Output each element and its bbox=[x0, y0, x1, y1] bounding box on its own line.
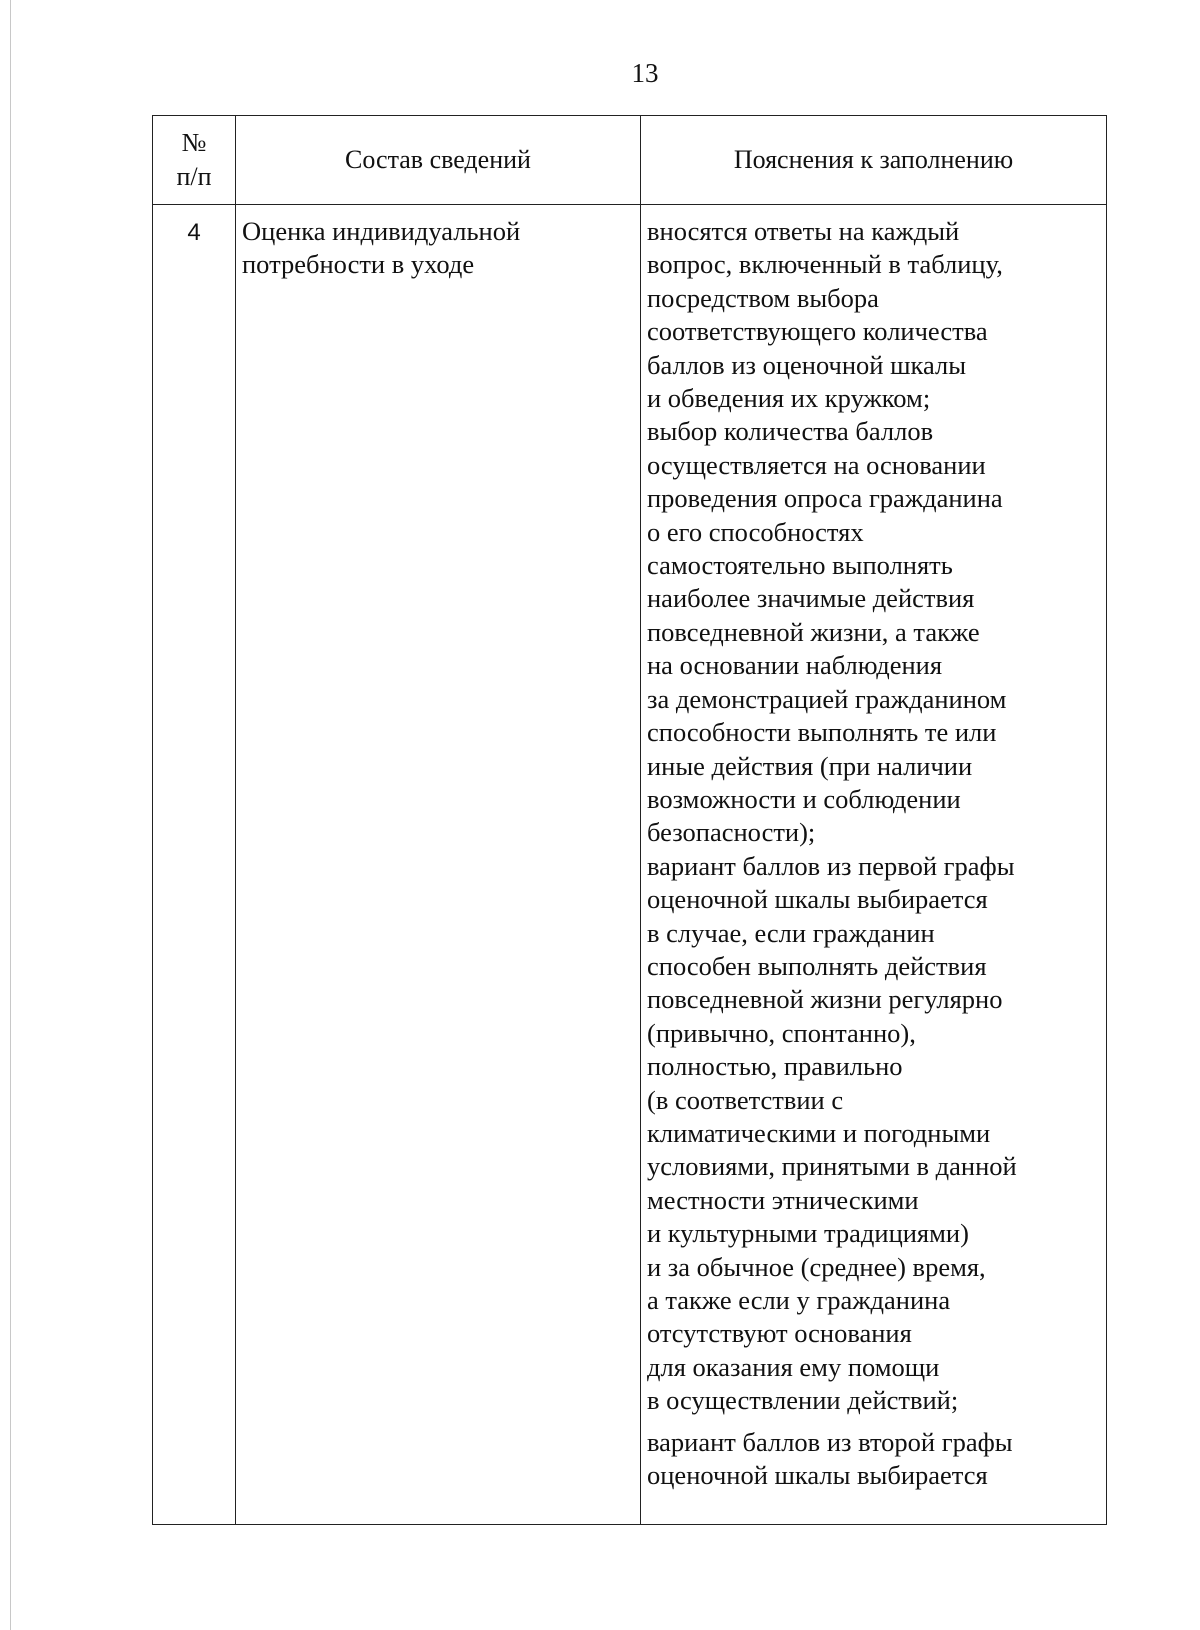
explanation-paragraph bbox=[647, 215, 1106, 1418]
explanation-line: самостоятельно выполнять bbox=[647, 550, 953, 581]
explanation-line: а также если у гражданина bbox=[647, 1285, 951, 1315]
explanation-line: условиями, принятыми в данной bbox=[647, 1151, 1017, 1182]
explanation-line: вопрос, включенный в таблицу, bbox=[647, 249, 1003, 280]
table-row bbox=[153, 205, 1107, 1525]
explanation-line: наиболее значимые действия bbox=[647, 583, 975, 614]
explanation-line: вариант баллов из первой графы bbox=[647, 850, 1015, 881]
explanation-line: способен выполнять действия bbox=[647, 950, 987, 981]
explanation-line: повседневной жизни регулярно bbox=[647, 984, 1003, 1015]
row-number-cell: 4 bbox=[153, 205, 236, 1525]
explanation-line: выбор количества баллов bbox=[647, 416, 934, 447]
explanation-line: оценочной шкалы выбирается bbox=[647, 884, 988, 915]
explanation-line: для оказания ему помощи bbox=[647, 1351, 940, 1382]
explanation-line: и за обычное (среднее) время, bbox=[647, 1251, 986, 1282]
explanation-line: проведения опроса гражданина bbox=[647, 483, 1003, 514]
explanation-line: и культурными традициями) bbox=[647, 1218, 969, 1249]
explanation-line: отсутствуют основания bbox=[647, 1318, 912, 1349]
explanation-line: климатическими и погодными bbox=[647, 1117, 991, 1148]
info-line: потребности в уходе bbox=[242, 249, 475, 280]
row-info-cell bbox=[236, 205, 641, 1525]
explanation-paragraph bbox=[647, 1426, 1106, 1493]
explanation-line: и обведения их кружком; bbox=[647, 383, 931, 414]
paragraph-gap bbox=[647, 1418, 1106, 1426]
explanation-line: безопасности); bbox=[647, 817, 816, 848]
page-number: 13 bbox=[631, 58, 659, 88]
header-number-abbrev: п/п bbox=[176, 162, 212, 191]
explanation-line: местности этническими bbox=[647, 1184, 919, 1215]
explanation-line: за демонстрацией гражданином bbox=[647, 683, 1007, 714]
info-line: Оценка индивидуальной bbox=[242, 216, 521, 246]
header-number-column bbox=[153, 116, 236, 205]
explanation-line: (привычно, спонтанно), bbox=[647, 1017, 916, 1048]
header-info-column: Состав сведений bbox=[236, 116, 641, 205]
explanation-line: посредством выбора bbox=[647, 282, 879, 313]
explanation-line: полностью, правильно bbox=[647, 1051, 903, 1082]
explanation-line: повседневной жизни, а также bbox=[647, 616, 980, 647]
table-header-row bbox=[153, 116, 1107, 205]
explanation-line: в осуществлении действий; bbox=[647, 1385, 959, 1416]
explanation-line: о его способностях bbox=[647, 516, 864, 547]
header-explanation-column: Пояснения к заполнению bbox=[641, 116, 1107, 205]
row-explanation-cell bbox=[641, 205, 1107, 1525]
explanation-line: осуществляется на основании bbox=[647, 449, 986, 480]
explanation-line: баллов из оценочной шкалы bbox=[647, 349, 966, 380]
explanation-line: вариант баллов из второй графы bbox=[647, 1426, 1013, 1457]
explanation-line: на основании наблюдения bbox=[647, 650, 943, 681]
form-instructions-table bbox=[152, 115, 1107, 1525]
explanation-line: способности выполнять те или bbox=[647, 717, 997, 748]
explanation-line: оценочной шкалы выбирается bbox=[647, 1460, 988, 1491]
scan-edge-line bbox=[10, 0, 11, 1630]
explanation-line: иные действия (при наличии bbox=[647, 750, 973, 781]
explanation-line: вносятся ответы на каждый bbox=[647, 216, 960, 246]
explanation-line: в случае, если гражданин bbox=[647, 917, 935, 948]
explanation-line: возможности и соблюдении bbox=[647, 783, 961, 814]
header-number-sign: № bbox=[181, 128, 207, 157]
explanation-line: соответствующего количества bbox=[647, 316, 988, 347]
explanation-line: (в соответствии с bbox=[647, 1084, 844, 1115]
